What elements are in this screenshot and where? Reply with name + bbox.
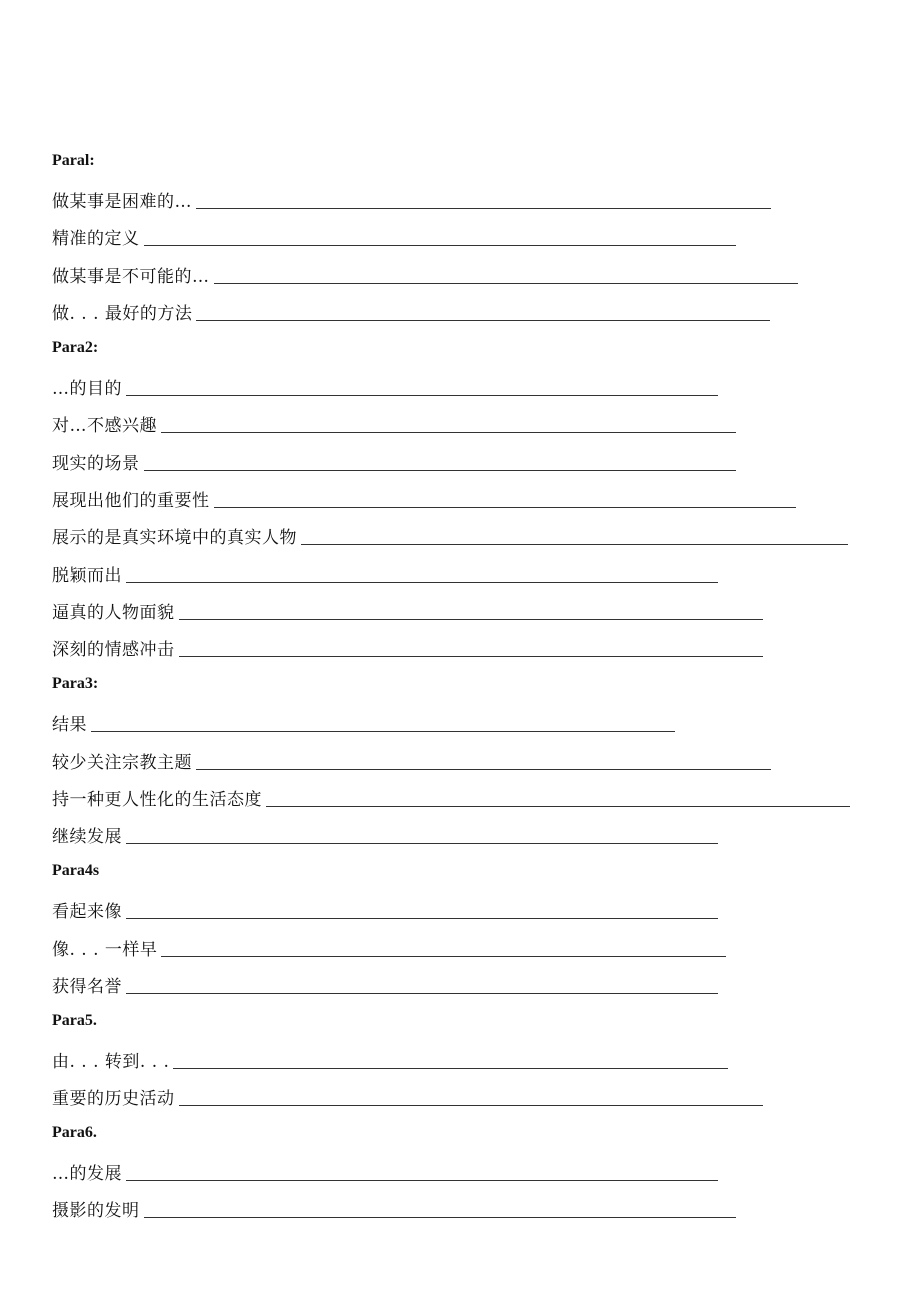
answer-blank[interactable] [266, 806, 850, 807]
answer-blank[interactable] [161, 956, 726, 957]
worksheet-row [52, 894, 882, 931]
prompt-label: 像. . . 一样早 [52, 939, 158, 960]
answer-blank[interactable] [126, 1180, 718, 1181]
section-heading-para6: Para6. [52, 1124, 97, 1142]
prompt-label: 展现出他们的重要性 [52, 490, 210, 511]
answer-blank[interactable] [144, 1217, 736, 1218]
answer-blank[interactable] [179, 1105, 763, 1106]
answer-blank[interactable] [144, 245, 736, 246]
answer-blank[interactable] [144, 470, 736, 471]
prompt-label: 脱颖而出 [52, 565, 122, 586]
prompt-label: 做某事是不可能的… [52, 266, 210, 287]
answer-blank[interactable] [214, 507, 796, 508]
worksheet-row [52, 1081, 882, 1118]
prompt-label: …的目的 [52, 378, 122, 399]
answer-blank[interactable] [196, 208, 771, 209]
worksheet-row [52, 1043, 882, 1080]
prompt-label: 做. . . 最好的方法 [52, 303, 193, 324]
answer-blank[interactable] [161, 432, 736, 433]
prompt-label: 重要的历史活动 [52, 1089, 175, 1110]
prompt-label: …的发展 [52, 1163, 122, 1184]
section-heading-para4: Para4s [52, 862, 100, 880]
section-heading-para5: Para5. [52, 1011, 97, 1029]
prompt-label: 由. . . 转到. . . [52, 1051, 170, 1072]
prompt-label: 继续发展 [52, 827, 122, 848]
prompt-label: 摄影的发明 [52, 1201, 140, 1222]
answer-blank[interactable] [301, 544, 848, 545]
answer-blank[interactable] [91, 731, 675, 732]
worksheet-row [52, 782, 882, 819]
prompt-label: 展示的是真实环境中的真实人物 [52, 528, 297, 549]
worksheet-row [52, 557, 882, 594]
worksheet-row [52, 1193, 882, 1230]
prompt-label: 深刻的情感冲击 [52, 640, 175, 661]
answer-blank[interactable] [126, 918, 718, 919]
prompt-label: 结果 [52, 715, 87, 736]
prompt-label: 持一种更人性化的生活态度 [52, 790, 262, 811]
prompt-label: 较少关注宗教主题 [52, 752, 192, 773]
worksheet-row [52, 1156, 882, 1193]
worksheet-row [52, 707, 882, 744]
section-heading-para1: Paral: [52, 152, 95, 169]
worksheet-row [52, 520, 882, 557]
worksheet-row [52, 931, 882, 968]
prompt-label: 看起来像 [52, 902, 122, 923]
answer-blank[interactable] [214, 283, 798, 284]
answer-blank[interactable] [173, 1068, 728, 1069]
prompt-label: 做某事是困难的… [52, 191, 192, 212]
answer-blank[interactable] [196, 320, 770, 321]
prompt-label: 现实的场景 [52, 453, 140, 474]
answer-blank[interactable] [126, 843, 718, 844]
vocabulary-worksheet [52, 146, 882, 1230]
worksheet-row [52, 969, 882, 1006]
answer-blank[interactable] [179, 656, 763, 657]
prompt-label: 对…不感兴趣 [52, 416, 157, 437]
section-heading-para2: Para2: [52, 338, 99, 356]
answer-blank[interactable] [126, 993, 718, 994]
section-heading-para3: Para3: [52, 675, 99, 693]
worksheet-row [52, 632, 882, 669]
worksheet-row [52, 296, 882, 333]
worksheet-row [52, 483, 882, 520]
worksheet-row [52, 445, 882, 482]
worksheet-row [52, 408, 882, 445]
worksheet-row [52, 744, 882, 781]
worksheet-row [52, 595, 882, 632]
answer-blank[interactable] [126, 395, 718, 396]
worksheet-row [52, 370, 882, 407]
worksheet-row [52, 819, 882, 856]
answer-blank[interactable] [179, 619, 763, 620]
prompt-label: 获得名誉 [52, 976, 122, 997]
worksheet-row [52, 183, 882, 220]
answer-blank[interactable] [196, 769, 771, 770]
worksheet-row [52, 221, 882, 258]
answer-blank[interactable] [126, 582, 718, 583]
prompt-label: 精准的定义 [52, 229, 140, 250]
prompt-label: 逼真的人物面貌 [52, 603, 175, 624]
worksheet-row [52, 258, 882, 295]
